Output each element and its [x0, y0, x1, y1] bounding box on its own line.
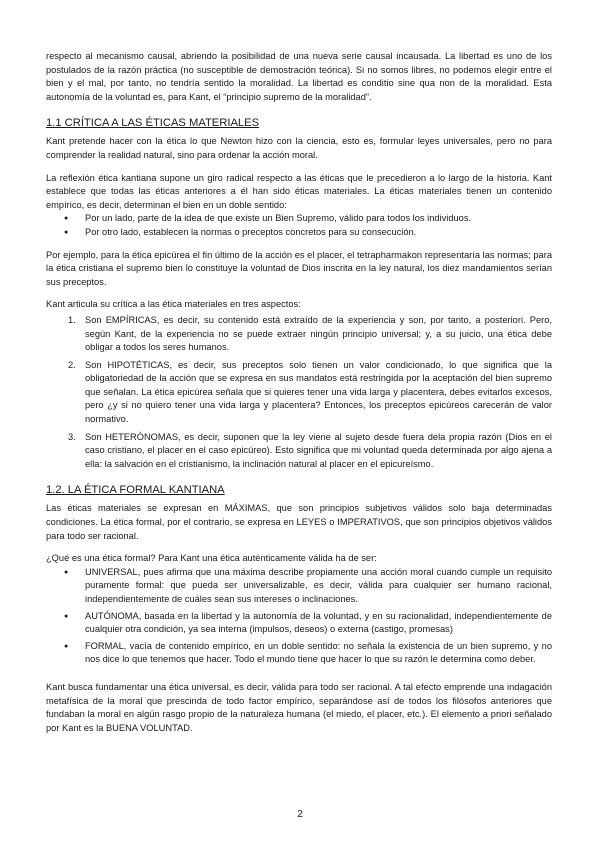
paragraph-freedom: respecto al mecanismo causal, abriendo la posibilidad de una nueva serie causal incausada. La libertad es uno de los postulados de la razón práctica (no susceptible de demostración teórica). Si no somos libres, no podemos elegir entre el bien y el mal, por tanto, no tendría sentido la moralidad. La libertad es conditio sine qua non de la moralidad. Esta autonomía de la voluntad es, para Kant, el “principio supremo de la moralidad”. [46, 51, 552, 102]
heading-critica: 1.1 CRÍTICA A LAS ÉTICAS MATERIALES [46, 117, 260, 130]
paragraph-que-es: ¿Qué es una ética formal? Para Kant una ética auténticamente válida ha de ser: [46, 553, 377, 564]
page-number: 2 [297, 808, 303, 820]
list-item: ● UNIVERSAL, pues afirma que una máxima describe propiamente una acción moral cuando cumple un requisito puramente formal: que pueda ser universalizable, es decir, válida para cualquier ser humano racional, independientemente de cuáles sean sus intereses o inclinaciones. [46, 566, 552, 607]
paragraph-buena-voluntad: Kant busca fundamentar una ética universal, es decir, válida para todo ser racional. A tal efecto emprende una indagación metafísica de la moral que prescinda de todo factor empírico, separándose así de todos los filósofos anteriores que fundaban la moral en algún rasgo propio de la naturaleza humana (el miedo, el placer, etc.). El elemento a priori señalado por Kant es la BUENA VOLUNTAD. [46, 681, 552, 733]
bullet-list-formal [46, 566, 552, 667]
paragraph-newton: Kant pretende hacer con la ética lo que Newton hizo con la ciencia, esto es, formular leyes universales, pero no para comprender la realidad natural, sino para ordenar la acción moral. [46, 136, 552, 160]
numbered-list [46, 314, 552, 472]
list-item: ● FORMAL, vacía de contenido empírico, en un doble sentido: no señala la existencia de un bien supremo, y no nos dice lo que tenemos que hacer. Todo el mundo tiene que hacer lo que su razón le determina como deber. [46, 640, 552, 667]
document-page [46, 50, 552, 744]
heading-etica-formal: 1.2. LA ÉTICA FORMAL KANTIANA [46, 484, 225, 497]
list-item: 1. Son EMPÍRICAS, es decir, su contenido está extraído de la experiencia y son, por tanto, a posteriori. Pero, según Kant, de la experiencia no se puede extraer ningún principio universal; y, a su juicio, una ética debe obligar a todos los seres humanos. [68, 314, 552, 353]
bullet-list-material [46, 212, 552, 239]
list-item: ● AUTÓNOMA, basada en la libertad y la autonomía de la voluntad, y en su racionalidad, independientemente de cualquier otra condición, ya sea interna (impulsos, deseos) o externa (castigo, promesas) [46, 610, 552, 637]
list-item: ● Por otro lado, establecen la normas o preceptos concretos para su consecución. [46, 226, 552, 240]
paragraph-ejemplo: Por ejemplo, para la ética epicúrea el fin último de la acción es el placer, el tetrapharmakon representaría las normas; para la ética cristiana el supremo bien lo constituye la voluntad de Dios inscrita en la ley natural, los diez mandamientos serían sus preceptos. [46, 249, 552, 287]
paragraph-reflexion: La reflexión ética kantiana supone un giro radical respecto a las éticas que le precedieron a lo largo de la historia. Kant establece que todas las éticas anteriores a él han sido éticas materiales. La éticas materiales tienen un contenido empírico, es decir, determinan el bien en un doble sentido: [46, 172, 552, 210]
paragraph-articula: Kant articula su crítica a las ética materiales en tres aspectos: [46, 299, 301, 310]
paragraph-maximas: Las éticas materiales se expresan en MÁXIMAS, que son principios subjetivos válidos solo baja determinadas condiciones. La ética formal, por el contrario, se expresa en LEYES o IMPERATIVOS, que son principios objetivos válidos para todo ser racional. [46, 503, 552, 541]
list-item: 2. Son HIPOTÉTICAS, es decir, sus preceptos solo tienen un valor condicionado, lo que significa que la obligatoriedad de la acción que se expresa en sus mandatos está restringida por la aceptación del bien supremo que señalan. La ética epicúrea señala que si quieres tener una vida larga y placentera, debes evitarlos excesos, pero ¿y si no quiero tener una vida larga y placentera? Entonces, los preceptos epicúreos carecerán de valor normativo. [68, 359, 552, 425]
list-item: ● Por un lado, parte de la idea de que existe un Bien Supremo, válido para todos los individuos. [46, 212, 552, 226]
list-item: 3. Son HETERÓNOMAS, es decir, suponen que la ley viene al sujeto desde fuera dela propia razón (Dios en el caso cristiano, el placer en el caso epicúreo). Esto significa que mi voluntad queda determinada por algo ajena a ella: la salvación en el cristianismo, la inclinación natural al placer en el epicureísmo. [68, 431, 552, 469]
